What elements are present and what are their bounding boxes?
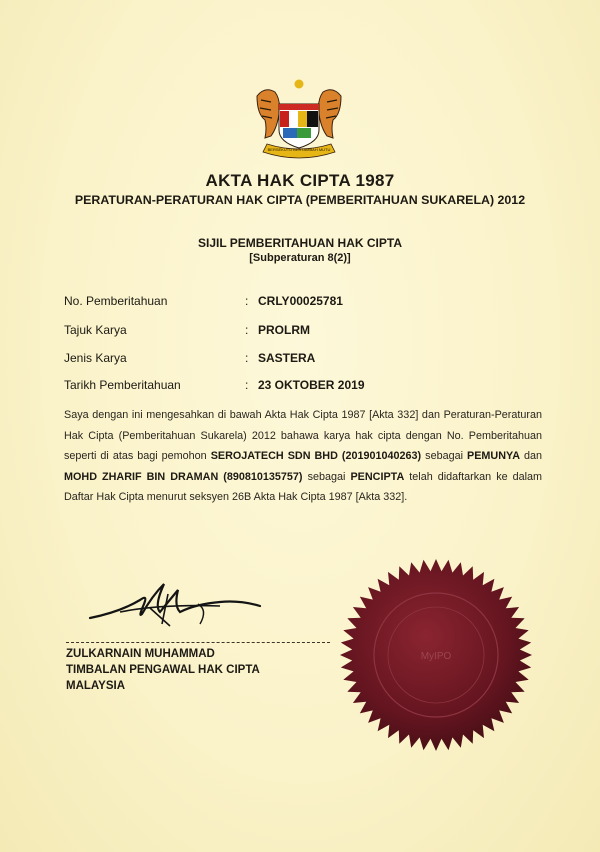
regulation-title: PERATURAN-PERATURAN HAK CIPTA (PEMBERITAHUAN SUKARELA) 2012 — [74, 193, 526, 207]
signatory-name: ZULKARNAIN MUHAMMAD — [66, 648, 215, 660]
crest-motto: BERSEKUTU BERTAMBAH MUTU — [267, 147, 331, 152]
field-value: CRLY00025781 — [258, 294, 343, 308]
field-colon: : — [245, 378, 249, 392]
owner-role: PEMUNYA — [467, 450, 521, 462]
author-name: MOHD ZHARIF BIN DRAMAN (890810135757) — [64, 470, 303, 483]
signatory-country: MALAYSIA — [66, 680, 125, 692]
statement-closing: telah didaftarkan ke dalam Daftar Hak Cipta menurut seksyen 26B Akta Hak Cipta 1987 [Akta 332]. — [64, 470, 543, 503]
field-notification-no — [64, 294, 343, 308]
field-colon: : — [245, 351, 249, 365]
certificate-title: SIJIL PEMBERITAHUAN HAK CIPTA — [197, 236, 402, 250]
certification-statement — [64, 405, 542, 508]
act-title: AKTA HAK CIPTA 1987 — [205, 171, 395, 190]
field-value: 23 OKTOBER 2019 — [258, 378, 365, 392]
field-notification-date — [64, 378, 365, 392]
statement-connector: sebagai — [425, 450, 463, 462]
applicant-name: SEROJATECH SDN BHD (201901040263) — [210, 450, 422, 462]
seal-text: MyIPO — [420, 651, 452, 662]
statement-intro: Saya dengan ini mengesahkan di bawah Akta Hak Cipta 1987 [Akta 332] dan Peraturan-Peraturan Hak Cipta (Pemberitahuan Sukarela) 2012 bahawa karya hak cipta dengan No. Pemberitahuan seperti di atas bagi pemohon — [64, 409, 542, 462]
field-label: Jenis Karya — [64, 351, 127, 365]
field-value: SASTERA — [258, 351, 316, 365]
field-value: PROLRM — [258, 323, 310, 337]
malaysia-coat-of-arms-icon — [247, 78, 351, 162]
field-work-title — [64, 323, 310, 337]
signature-line — [66, 642, 330, 643]
field-label: No. Pemberitahuan — [64, 294, 168, 308]
statement-connector: dan — [524, 450, 543, 462]
field-colon: : — [245, 323, 249, 337]
handwritten-signature — [80, 578, 280, 638]
subregulation: [Subperaturan 8(2)] — [249, 252, 351, 264]
field-label: Tarikh Pemberitahuan — [64, 378, 181, 392]
field-label: Tajuk Karya — [64, 323, 127, 337]
field-colon: : — [245, 294, 249, 308]
statement-connector: sebagai — [307, 470, 346, 483]
official-seal-icon — [336, 555, 536, 755]
signatory-position: TIMBALAN PENGAWAL HAK CIPTA — [66, 664, 260, 676]
author-role: PENCIPTA — [350, 470, 405, 483]
field-work-type — [64, 351, 316, 365]
